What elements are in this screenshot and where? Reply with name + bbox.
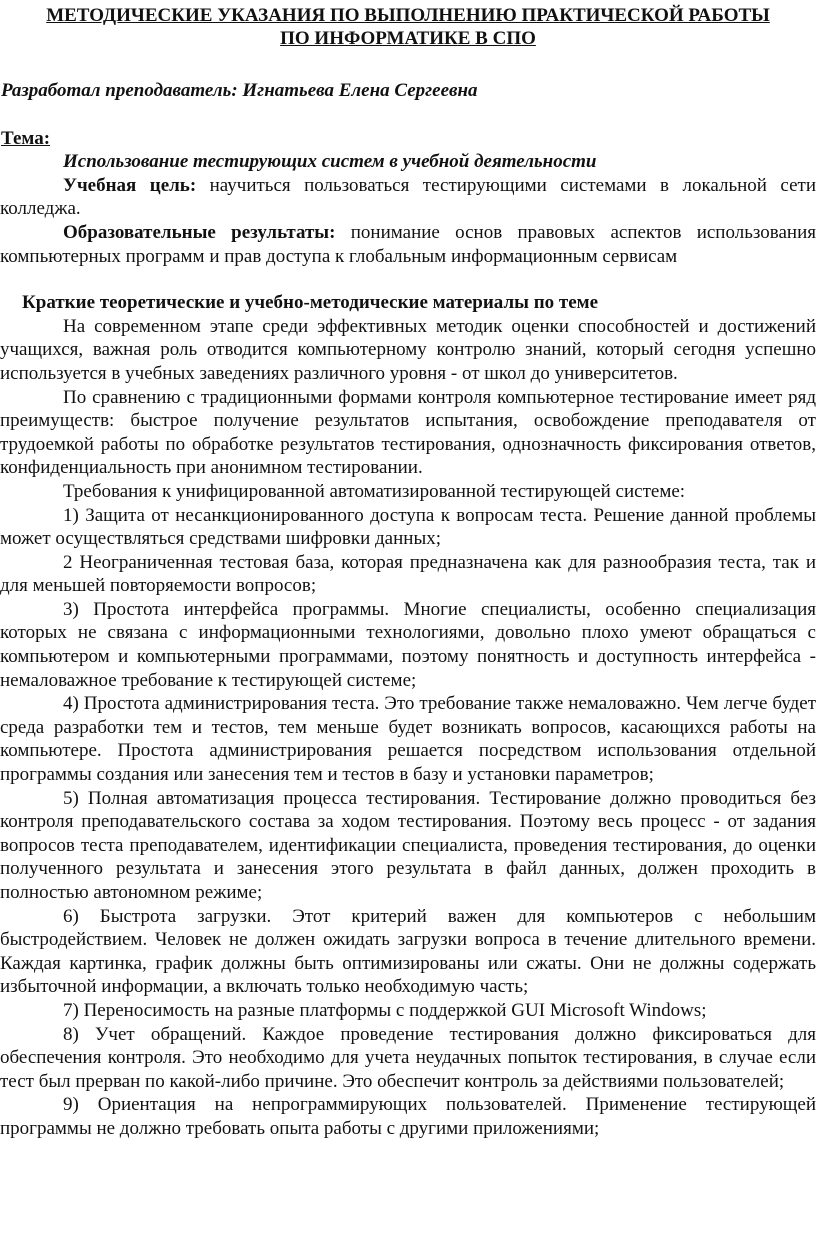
results-text: понимание основ правовых аспектов использования компьютерных программ и прав доступа к глобальным информационным сервисам: [0, 221, 816, 267]
results-label: Образовательные результаты:: [63, 221, 336, 243]
goal-label: Учебная цель:: [63, 174, 197, 196]
title-line-1: МЕТОДИЧЕСКИЕ УКАЗАНИЯ ПО ВЫПОЛНЕНИЮ ПРАКТИЧЕСКОЙ РАБОТЫ: [46, 5, 770, 26]
list-item-paragraph: 7) Переносимость на разные платформы с поддержкой GUI Microsoft Windows;: [63, 999, 707, 1021]
body-paragraph: По сравнению с традиционными формами контроля компьютерное тестирование имеет ряд преимуществ: быстрое получение результатов испытания, освобождение преподавателя от трудоемкой работы по обработке результатов тестирования, однозначность фиксирования ответов, конфиденциальность при анонимном тестировании.: [0, 386, 816, 479]
document-title: [0, 4, 816, 50]
results-paragraph: [0, 221, 816, 268]
author-line: Разработал преподаватель: Игнатьева Елена Сергеевна: [1, 80, 478, 101]
title-line-2: ПО ИНФОРМАТИКЕ В СПО: [280, 28, 536, 49]
list-item-paragraph: 8) Учет обращений. Каждое проведение тестирования должно фиксироваться для обеспечения контроля. Это необходимо для учета неудачных попыток тестирования, в случае если тест был прерван по какой-либо причине. Это обеспечит контроль за действиями пользователей;: [0, 1023, 816, 1092]
list-item-paragraph: 2 Неограниченная тестовая база, которая предназначена как для разнообразия теста, так и для меньшей повторяемости вопросов;: [0, 551, 816, 597]
document-page: [0, 4, 816, 1254]
topic-text: Использование тестирующих систем в учебной деятельности: [63, 151, 597, 173]
list-item-paragraph: 1) Защита от несанкционированного доступа к вопросам теста. Решение данной проблемы может осуществляться средствами шифровки данных;: [0, 504, 816, 550]
section-heading: Краткие теоретические и учебно-методические материалы по теме: [22, 292, 599, 314]
list-item-paragraph: 9) Ориентация на непрограммирующих пользователей. Применение тестирующей программы не должно требовать опыта работы с другими приложениями;: [0, 1094, 816, 1139]
body-paragraph: На современном этапе среди эффективных методик оценки способностей и достижений учащихся, важная роль отводится компьютерному контролю знаний, который сегодня успешно используется в учебных заведениях различного уровня - от школ до университетов.: [0, 315, 816, 384]
list-item-paragraph: 5) Полная автоматизация процесса тестирования. Тестирование должно проводиться без контроля преподавательского состава за ходом тестирования. Поэтому весь процесс - от задания вопросов теста преподавателем, идентификации специалиста, проведения тестирования, до оценки полученного результата и занесения этого результата в файл данных, должен проходить в полностью автономном режиме;: [0, 787, 816, 903]
goal-paragraph: [0, 174, 816, 221]
list-item-paragraph: 6) Быстрота загрузки. Этот критерий важен для компьютеров с небольшим быстродействием. Человек не должен ожидать загрузки вопроса в течение длительного времени. Каждая картинка, график должны быть оптимизированы или сжаты. Они не должны содержать избыточной информации, а включать только необходимую часть;: [0, 905, 816, 998]
list-item-paragraph: 4) Простота администрирования теста. Это требование также немаловажно. Чем легче будет среда разработки тем и тестов, тем меньше будет возникать вопросов, касающихся работы на компьютере. Простота администрирования решается посредством использования отдельной программы создания или занесения тем и тестов в базу и установки параметров;: [0, 693, 816, 786]
goal-text: научиться пользоваться тестирующими системами в локальной сети колледжа.: [0, 174, 816, 220]
list-item-paragraph: 3) Простота интерфейса программы. Многие специалисты, особенно специализация которых не связана с информационными технологиями, довольно плохо умеют обращаться с компьютером и компьютерными программами, поэтому понятность и доступность интерфейса - немаловажное требование к тестирующей системе;: [0, 598, 816, 691]
topic-label: Тема:: [1, 127, 51, 149]
body-paragraph: Требования к унифицированной автоматизированной тестирующей системе:: [63, 480, 686, 502]
